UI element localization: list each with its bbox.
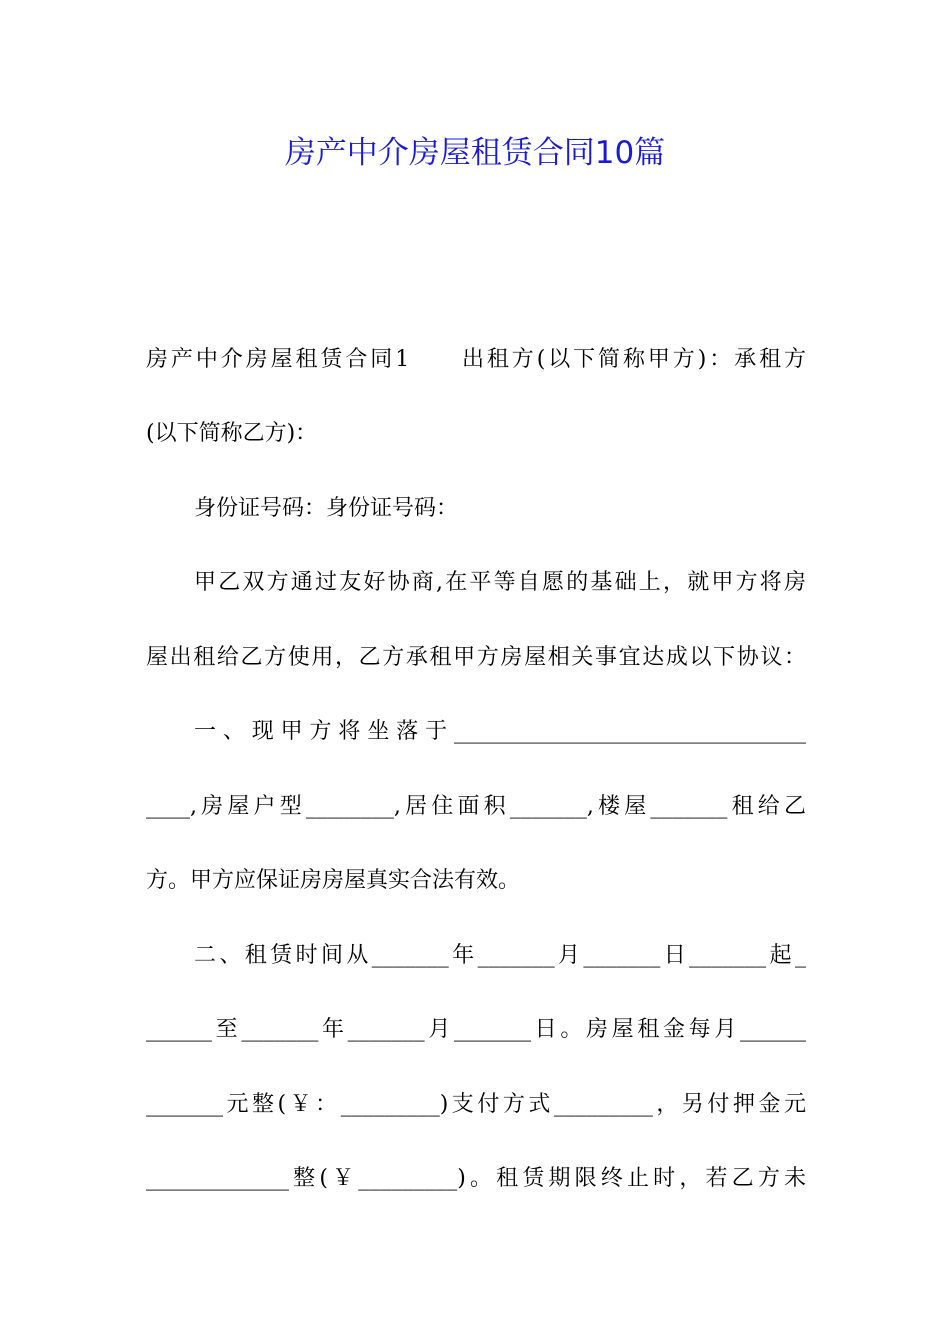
paragraph-line: 身份证号码：身份证号码： [194,496,459,521]
paragraph-line: _______元整(￥：_________)支付方式_________，另付押金元 [146,1092,806,1117]
document-title: 房产中介房屋租赁合同10篇 [284,135,666,171]
paragraph-line: _____________整(￥_________)。租赁期限终止时，若乙方未 [146,1166,806,1191]
paragraph-line: ____,房屋户型________,居住面积_______,楼屋_______租给乙 [146,794,806,819]
paragraph-line: 方。甲方应保证房房屋真实合法有效。 [146,868,521,893]
paragraph-line: 二、租赁时间从_______年_______月_______日_______起_ [194,943,806,968]
paragraph-line: 房产中介房屋租赁合同1 出租方(以下简称甲方)：承租方 [146,347,806,372]
paragraph-line: 一、现甲方将坐落于________________________________ [194,719,806,744]
paragraph-line: ______至_______年_______月_______日。房屋租金每月______ [146,1017,806,1042]
paragraph-line: 甲乙双方通过友好协商,在平等自愿的基础上，就甲方将房 [194,570,806,595]
paragraph-line: (以下简称乙方)： [146,421,318,446]
paragraph-line: 屋出租给乙方使用，乙方承租甲方房屋相关事宜达成以下协议： [146,645,806,670]
